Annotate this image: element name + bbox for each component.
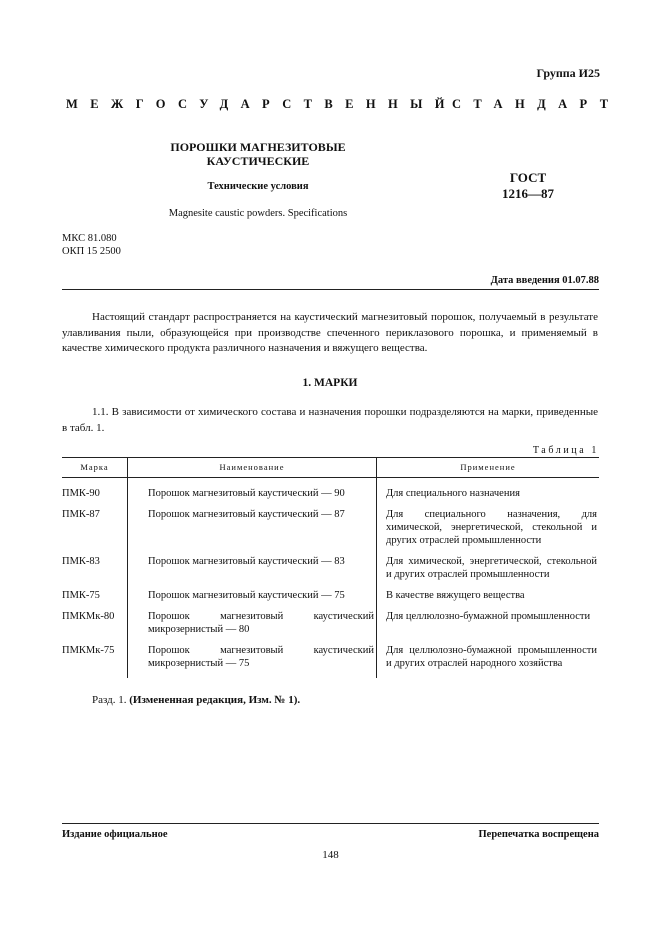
date-divider — [62, 289, 599, 290]
table-header-row — [62, 458, 599, 478]
intro-paragraph: Настоящий стандарт распространяется на каустический магнезитовый порошок, получаемый в результате улавливания пыли, образующейся при производстве спеченного периклазового порошка, и применяемый в качестве химического продукта различного назначения и вяжущего вещества. — [62, 311, 598, 354]
title-line-1: ПОРОШКИ МАГНЕЗИТОВЫЕ — [170, 140, 346, 154]
application-cell: Для целлюлозно-бумажной промышленности — [377, 610, 600, 644]
section-heading: 1. МАРКИ — [302, 377, 358, 389]
header-application: Применение — [377, 458, 600, 478]
application-cell: Для специального назначения, для химической, энергетической, стекольной и других отраслей промышленности — [377, 508, 600, 555]
date-label: Дата введения — [490, 275, 560, 286]
table-row — [62, 478, 599, 509]
grade-cell: ПМК-90 — [62, 488, 100, 499]
name-cell: Порошок магнезитовый каустический — 83 — [128, 555, 377, 589]
application-cell: Для целлюлозно-бумажной промышленности и других отраслей народного хозяйства — [377, 644, 600, 678]
table-row — [62, 555, 599, 589]
grade-cell: ПМК-87 — [62, 509, 100, 520]
title-line-2: КАУСТИЧЕСКИЕ — [206, 154, 310, 168]
name-cell: Порошок магнезитовый каустический — 87 — [128, 508, 377, 555]
group-code: Группа И25 — [536, 66, 600, 80]
reprint-prohibited: Перепечатка воспрещена — [478, 829, 599, 840]
gost-label: ГОСТ — [509, 170, 547, 185]
gost-code: 1216—87 — [502, 186, 554, 201]
page-number: 148 — [322, 849, 339, 861]
name-cell: Порошок магнезитовый каустический микрозернистый — 75 — [128, 644, 377, 678]
application-cell: Для химической, энергетической, стекольной и других отраслей промышленности — [377, 555, 600, 589]
introduction-date — [491, 275, 599, 286]
footer-divider — [62, 823, 599, 824]
amendment-note — [92, 694, 300, 706]
grade-cell: ПМК-75 — [62, 590, 100, 601]
application-cell: Для специального назначения — [377, 478, 600, 509]
okp-code: ОКП 15 2500 — [62, 245, 121, 257]
application-cell: В качестве вяжущего вещества — [377, 589, 600, 610]
grade-cell: ПМКМк-75 — [62, 645, 115, 656]
note-prefix: Разд. 1. — [92, 694, 127, 706]
table-row — [62, 589, 599, 610]
name-cell: Порошок магнезитовый каустический — 90 — [128, 478, 377, 509]
document-subtitle: Технические условия — [207, 181, 309, 192]
name-cell: Порошок магнезитовый каустический — 75 — [128, 589, 377, 610]
grades-table — [62, 457, 599, 678]
section-paragraph: 1.1. В зависимости от химического состава и назначения порошки подразделяются на марки, приведенные в табл. 1. — [62, 406, 598, 434]
grade-cell: ПМКМк-80 — [62, 611, 115, 622]
table-row — [62, 508, 599, 555]
classification-codes — [62, 233, 121, 258]
date-value: 01.07.88 — [562, 275, 599, 286]
official-edition: Издание официальное — [62, 829, 168, 840]
name-cell: Порошок магнезитовый каустический микрозернистый — 80 — [128, 610, 377, 644]
grade-cell: ПМК-83 — [62, 556, 100, 567]
mks-code: МКС 81.080 — [62, 233, 117, 244]
document-title — [158, 140, 358, 168]
header-grade: Марка — [62, 458, 128, 478]
table-row — [62, 644, 599, 678]
note-bold: (Измененная редакция, Изм. № 1). — [129, 694, 301, 706]
header-name: Наименование — [128, 458, 377, 478]
table-row — [62, 610, 599, 644]
english-title: Magnesite caustic powders. Specifications — [168, 208, 348, 219]
table-caption: Таблица 1 — [532, 445, 599, 456]
standard-label: СТАНДАРТ — [452, 97, 621, 111]
gost-number — [493, 170, 563, 202]
interstate-label: МЕЖГОСУДАРСТВЕННЫЙ — [66, 97, 457, 111]
